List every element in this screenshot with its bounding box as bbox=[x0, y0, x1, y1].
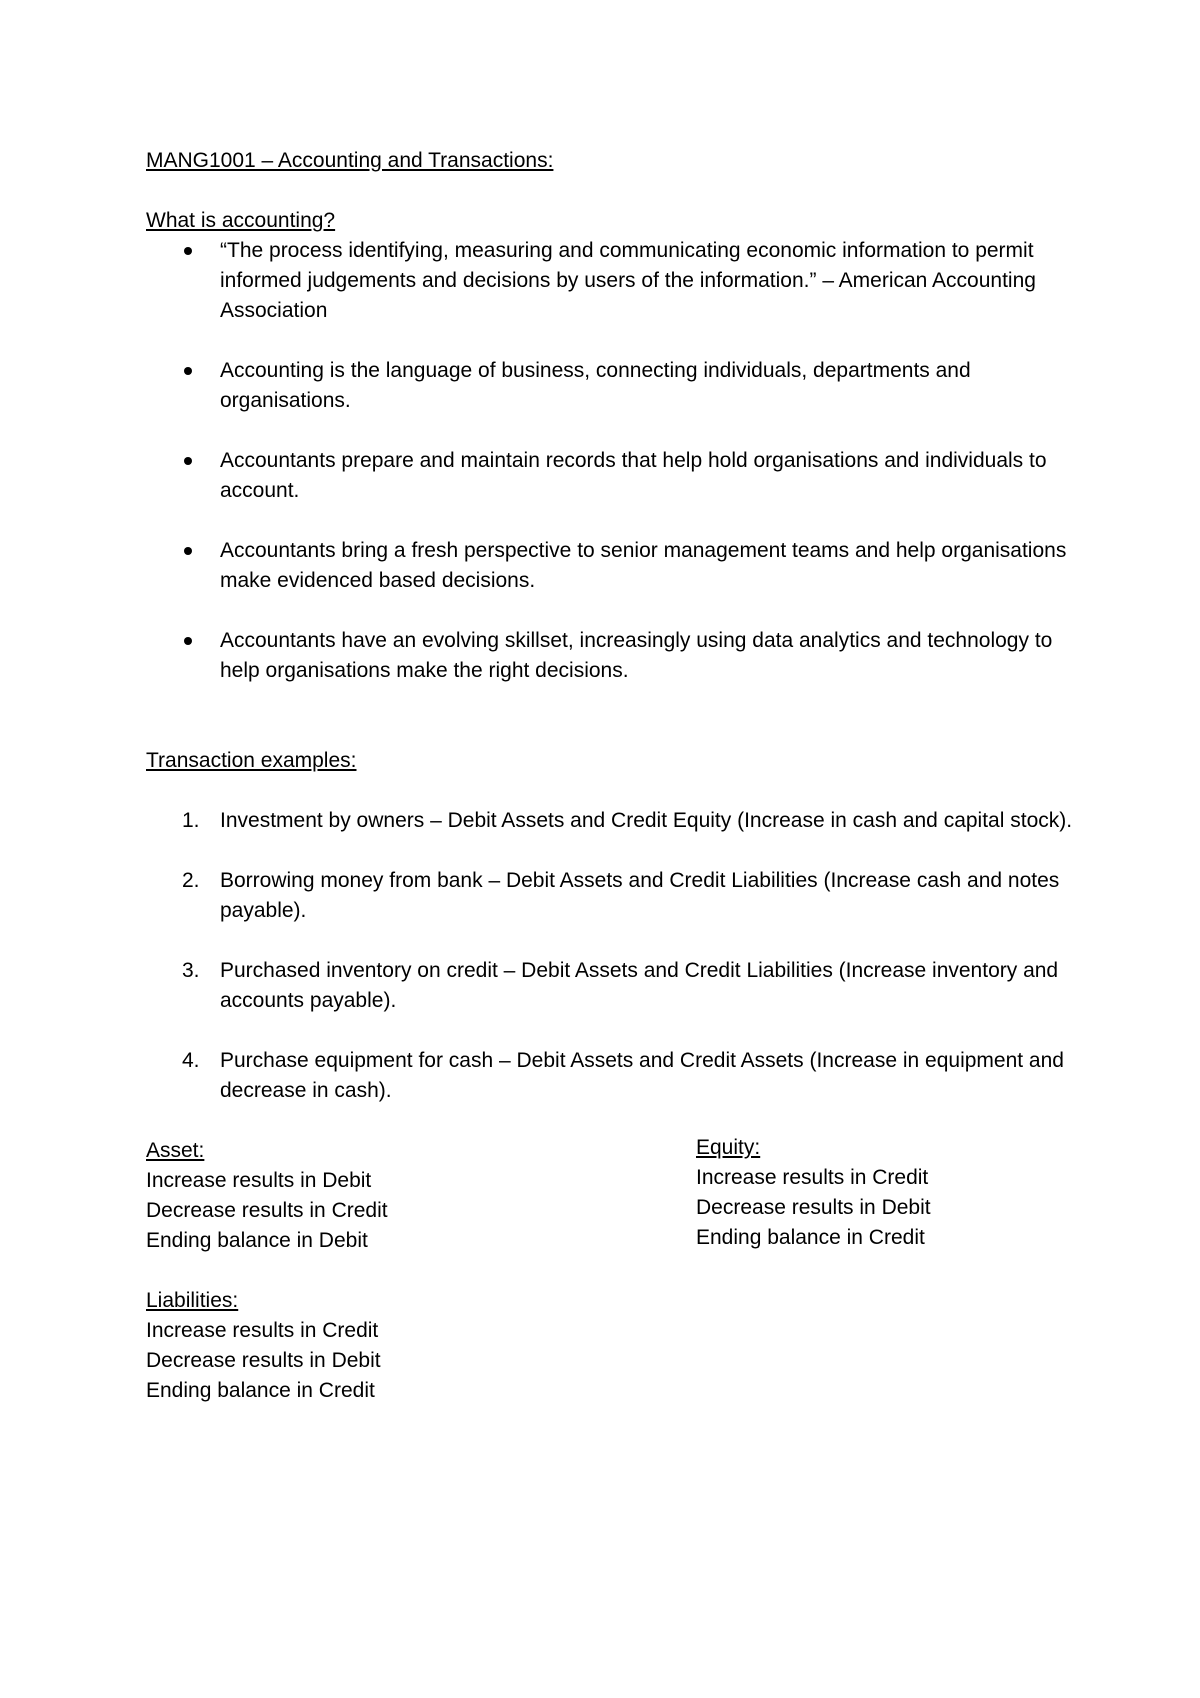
rules-left-column bbox=[146, 1136, 566, 1436]
bullet-item bbox=[146, 626, 1076, 686]
item-number: 2. bbox=[182, 869, 200, 892]
bullet-item bbox=[146, 536, 1076, 596]
section-heading-transaction-examples: Transaction examples: bbox=[146, 749, 357, 772]
asset-rule-line: Decrease results in Credit bbox=[146, 1199, 388, 1222]
numbered-item bbox=[146, 806, 1076, 836]
bullet-item bbox=[146, 236, 1076, 326]
rules-right-column bbox=[696, 1133, 1076, 1283]
item-text: Purchase equipment for cash – Debit Assets and Credit Assets (Increase in equipment and decrease in cash). bbox=[220, 1049, 1064, 1102]
bullet-icon bbox=[184, 637, 192, 645]
liabilities-rule-line: Decrease results in Debit bbox=[146, 1349, 381, 1372]
item-number: 4. bbox=[182, 1049, 200, 1072]
asset-heading: Asset: bbox=[146, 1139, 205, 1162]
bullet-icon bbox=[184, 457, 192, 465]
equity-rule-line: Decrease results in Debit bbox=[696, 1196, 931, 1219]
debit-credit-rules bbox=[146, 1136, 1076, 1436]
equity-rules bbox=[696, 1133, 1076, 1253]
bullet-text: Accountants have an evolving skillset, increasingly using data analytics and technology to help organisations make the right decisions. bbox=[220, 629, 1053, 682]
liabilities-rule-line: Increase results in Credit bbox=[146, 1319, 379, 1342]
item-number: 1. bbox=[182, 809, 200, 832]
bullet-item bbox=[146, 446, 1076, 506]
item-text: Investment by owners – Debit Assets and Credit Equity (Increase in cash and capital stock). bbox=[220, 809, 1073, 832]
liabilities-rules bbox=[146, 1286, 566, 1406]
asset-rule-line: Ending balance in Debit bbox=[146, 1229, 368, 1252]
accounting-bullet-list bbox=[146, 236, 1076, 686]
bullet-text: Accountants prepare and maintain records that help hold organisations and individuals to account. bbox=[220, 449, 1047, 502]
bullet-icon bbox=[184, 247, 192, 255]
numbered-item bbox=[146, 1046, 1076, 1106]
bullet-item bbox=[146, 356, 1076, 416]
equity-heading: Equity: bbox=[696, 1136, 761, 1159]
liabilities-rule-line: Ending balance in Credit bbox=[146, 1379, 375, 1402]
equity-rule-line: Ending balance in Credit bbox=[696, 1226, 925, 1249]
document-body bbox=[146, 146, 1076, 1436]
numbered-item bbox=[146, 866, 1076, 926]
numbered-item bbox=[146, 956, 1076, 1016]
bullet-text: Accountants bring a fresh perspective to senior management teams and help organisations make evidenced based decisions. bbox=[220, 539, 1067, 592]
bullet-icon bbox=[184, 367, 192, 375]
bullet-icon bbox=[184, 547, 192, 555]
asset-rule-line: Increase results in Debit bbox=[146, 1169, 372, 1192]
bullet-text: Accounting is the language of business, connecting individuals, departments and organisations. bbox=[220, 359, 971, 412]
section-heading-what-is-accounting: What is accounting? bbox=[146, 209, 336, 232]
document-title: MANG1001 – Accounting and Transactions: bbox=[146, 149, 554, 172]
item-text: Borrowing money from bank – Debit Assets and Credit Liabilities (Increase cash and notes payable). bbox=[220, 869, 1060, 922]
item-number: 3. bbox=[182, 959, 200, 982]
transaction-numbered-list bbox=[146, 806, 1076, 1106]
asset-rules bbox=[146, 1136, 566, 1256]
item-text: Purchased inventory on credit – Debit Assets and Credit Liabilities (Increase inventory and accounts payable). bbox=[220, 959, 1059, 1012]
liabilities-heading: Liabilities: bbox=[146, 1289, 239, 1312]
equity-rule-line: Increase results in Credit bbox=[696, 1166, 929, 1189]
bullet-text: “The process identifying, measuring and communicating economic information to permit informed judgements and decisions by users of the information.” – American Accounting Association bbox=[220, 239, 1036, 322]
